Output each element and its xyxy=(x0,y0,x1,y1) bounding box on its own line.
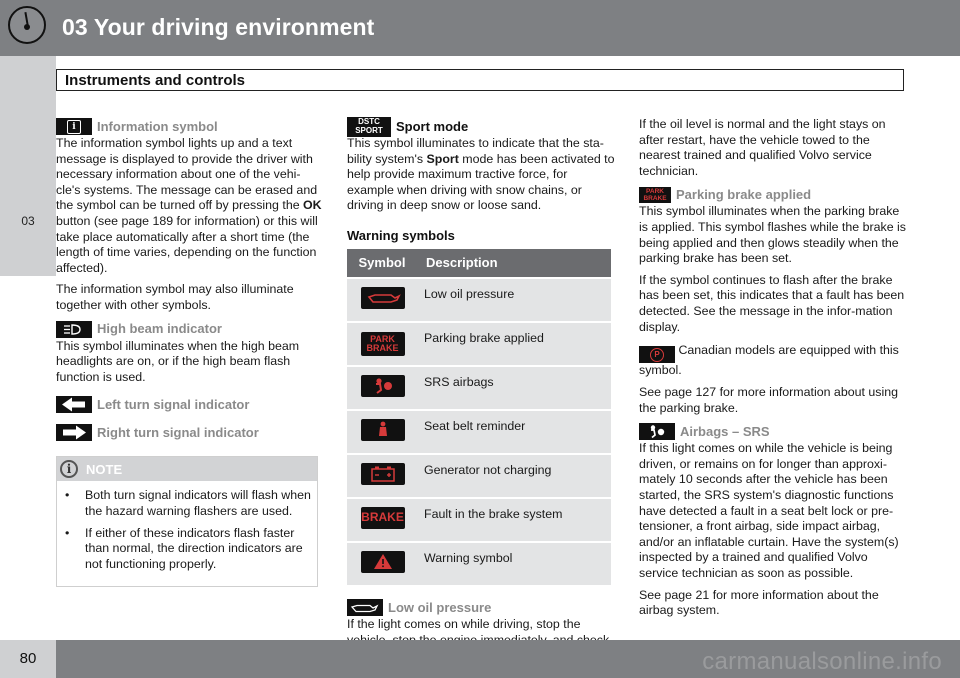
sport-mode-text: This symbol illuminates to indicate that the sta-bility system's Sport mode has been activated to help provide maximum tractive force, for example when driving with snow chains, or driving in deep snow or loose sand. xyxy=(347,136,615,213)
table-row xyxy=(347,410,611,454)
table-row xyxy=(347,278,611,322)
brake-text-icon: BRAKE xyxy=(361,507,405,529)
chapter-number: 03 xyxy=(21,214,35,228)
park-brake-text-icon: PARK BRAKE xyxy=(361,332,405,356)
info-symbol-text: The information symbol lights up and a text message is displayed to provide the driver with necessary information about one of the vehi-cle's systems. The message can be erased and the symbol can be turned off by pressing the OK button (see page 189 for information) or this will take place automatically after a short time (the length of time varies, depending on the function affected). xyxy=(56,136,322,275)
right-turn-title: Right turn signal indicator xyxy=(97,425,259,441)
info-symbol-text-2: The information symbol may also illuminate together with other symbols. xyxy=(56,282,294,312)
high-beam-heading xyxy=(56,320,322,339)
airbag-icon xyxy=(639,423,675,440)
table-cell-description: SRS airbags xyxy=(418,366,611,410)
parking-brake-text-1: This symbol illuminates when the parking brake is applied. This symbol flashes while the brake is being applied and then glows steadily when the parking brake has been set. xyxy=(639,204,906,266)
note-bullet: • Both turn signal indicators will flash when the hazard warning flashers are used. xyxy=(65,488,311,518)
column-header-description: Description xyxy=(418,249,611,278)
dstc-sport-icon: DSTC SPORT xyxy=(347,117,391,137)
right-arrow-icon xyxy=(56,424,92,441)
airbags-text-1: If this light comes on while the vehicle is being driven, or remains on for longer than approxi-mately 10 seconds after the vehicle has been started, the SRS system's diagnostic functions have detected a fault in a seat belt lock or pre-tensioner, a front airbag, side impact airbag, and/or an inflatable curtain. Have the system(s) inspected by a trained and qualified Volvo service technician as soon as possible. xyxy=(639,441,899,580)
table-cell-description: Generator not charging xyxy=(418,454,611,498)
oil-can-icon xyxy=(347,599,383,616)
low-oil-continued-text: If the oil level is normal and the light stays on after restart, have the vehicle towed to the nearest trained and qualified Volvo service technician. xyxy=(639,117,886,178)
parking-brake-canadian: P Canadian models are equipped with this symbol. xyxy=(639,343,899,378)
info-circle-icon: i xyxy=(60,460,78,478)
page-number: 80 xyxy=(19,650,37,667)
table-cell-description: Seat belt reminder xyxy=(418,410,611,454)
parking-brake-title: Parking brake applied xyxy=(676,187,812,203)
right-turn-heading xyxy=(56,423,322,442)
low-oil-title: Low oil pressure xyxy=(388,599,492,615)
table-row xyxy=(347,542,611,585)
warning-symbols-table xyxy=(347,249,611,585)
airbags-heading xyxy=(639,422,909,441)
note-bullet: • If either of these indicators flash faster than normal, the direction indicators are not functioning properly. xyxy=(65,525,303,571)
warning-triangle-icon xyxy=(361,551,405,573)
info-symbol-title: Information symbol xyxy=(97,118,218,134)
high-beam-title: High beam indicator xyxy=(97,321,222,337)
battery-icon xyxy=(361,463,405,485)
low-oil-text: If the light comes on while driving, stop the xyxy=(347,616,581,631)
table-cell-description: Parking brake applied xyxy=(418,322,611,366)
left-turn-title: Left turn signal indicator xyxy=(97,397,250,413)
table-cell-description: Warning symbol xyxy=(418,542,611,585)
column-2 xyxy=(347,117,615,670)
note-header xyxy=(57,457,317,481)
parking-brake-heading xyxy=(639,185,909,204)
chapter-title: 03 Your driving environment xyxy=(62,14,375,40)
info-symbol-heading xyxy=(56,117,322,136)
chapter-tab xyxy=(0,56,56,276)
airbags-text-2: See page 21 for more information about the airbag system. xyxy=(639,587,879,618)
chapter-header xyxy=(0,0,960,56)
warning-symbols-heading: Warning symbols xyxy=(347,227,455,243)
high-beam-text: This symbol illuminates when the high beam headlights are on, or if the high beam flash function is used. xyxy=(56,338,300,384)
table-cell-description: Low oil pressure xyxy=(418,278,611,322)
table-header-row xyxy=(347,249,611,278)
sport-mode-title: Sport mode xyxy=(396,118,469,134)
low-oil-heading xyxy=(347,598,615,617)
park-brake-text-icon: PARK BRAKE xyxy=(639,187,671,203)
parking-brake-text-2: If the symbol continues to flash after the brake has been set, this indicates that a fault has been detected. See the message in the infor-mation display. xyxy=(639,272,905,334)
table-cell-description: Fault in the brake system xyxy=(418,498,611,542)
airbag-icon xyxy=(361,375,405,397)
note-title: NOTE xyxy=(86,461,123,477)
parking-brake-p-icon: P xyxy=(639,346,675,363)
column-header-symbol: Symbol xyxy=(347,249,418,278)
table-row xyxy=(347,454,611,498)
parking-brake-text-3: See page 127 for more information about using the parking brake. xyxy=(639,385,898,415)
column-1 xyxy=(56,117,322,587)
left-arrow-icon xyxy=(56,396,92,413)
table-row xyxy=(347,322,611,366)
speedometer-icon xyxy=(8,6,46,44)
info-symbol-icon: i xyxy=(56,118,92,135)
seat-belt-icon xyxy=(361,419,405,441)
sport-mode-heading xyxy=(347,117,615,136)
table-row xyxy=(347,366,611,410)
oil-can-icon xyxy=(361,287,405,309)
column-3 xyxy=(639,117,909,625)
page-footer xyxy=(0,640,960,678)
left-turn-heading xyxy=(56,395,322,414)
table-row xyxy=(347,498,611,542)
high-beam-icon xyxy=(56,321,92,338)
airbags-title: Airbags – SRS xyxy=(680,423,770,439)
note-box xyxy=(56,456,318,587)
section-header xyxy=(56,69,904,91)
section-title: Instruments and controls xyxy=(65,72,246,89)
watermark: carmanualsonline.info xyxy=(702,648,942,675)
